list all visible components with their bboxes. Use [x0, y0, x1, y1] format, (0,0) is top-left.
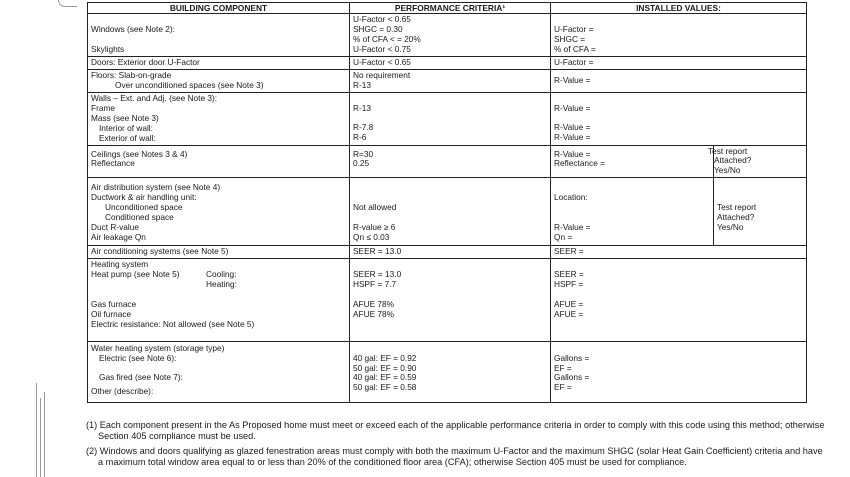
ceilings-criteria-cell	[350, 145, 551, 178]
heating-installed-cell[interactable]	[551, 259, 807, 342]
windows-criteria-cell	[350, 14, 551, 57]
water-criteria-cell	[350, 341, 551, 403]
binder-mark	[44, 392, 45, 477]
electric-resistance-label: Electric resistance: Not allowed (see Note 5)	[91, 319, 255, 329]
installed-field[interactable]: EF =	[554, 383, 572, 393]
criteria-text: AFUE 78%	[353, 299, 395, 309]
air-leakage-label: Air leakage Qn	[91, 233, 146, 243]
reflectance-label: Reflectance	[91, 159, 135, 169]
installed-field[interactable]: R-Value =	[554, 103, 591, 113]
ac-label: Air conditioning systems (see Note 5)	[88, 246, 350, 259]
table-row-floors	[88, 69, 807, 92]
ceilings-test-report-cell[interactable]	[708, 145, 807, 178]
table-row-walls	[88, 92, 807, 145]
yes-no-option[interactable]: Yes/No	[714, 166, 741, 176]
air-dist-criteria-cell	[350, 178, 551, 246]
installed-field[interactable]: EF =	[554, 363, 572, 373]
installed-field[interactable]: HSPF =	[554, 279, 584, 289]
ceilings-component-cell	[88, 145, 350, 178]
water-installed-cell[interactable]	[551, 341, 807, 403]
criteria-text: R=30	[353, 149, 374, 159]
installed-field[interactable]: SHGC =	[554, 34, 586, 44]
binder-mark	[36, 383, 37, 477]
installed-field[interactable]: U-Factor =	[554, 24, 594, 34]
criteria-text: SEER = 13.0	[353, 269, 402, 279]
header-installed-values: INSTALLED VALUES:	[551, 3, 807, 14]
header-performance-criteria: PERFORMANCE CRITERIA¹	[350, 3, 551, 14]
criteria-text: HSPF = 7.7	[353, 279, 397, 289]
duct-r-value-label: Duct R-value	[91, 223, 139, 233]
criteria-text: R-value ≥ 6	[353, 223, 396, 232]
walls-component-cell	[88, 92, 350, 145]
installed-field[interactable]: R-Value =	[554, 123, 591, 133]
doors-criteria: U-Factor < 0.65	[350, 56, 551, 69]
air-dist-installed-cell[interactable]	[551, 178, 714, 246]
walls-installed-cell[interactable]	[551, 92, 807, 145]
installed-field[interactable]: R-Value =	[554, 223, 591, 232]
floors-label: Floors: Slab-on-grade	[91, 70, 172, 80]
windows-label: Windows (see Note 2):	[91, 24, 175, 34]
footnote-1: (1) Each component present in the As Proposed home must meet or exceed each of the applicable performance criteria in order to comply with this code using this method; otherwise Section 405 compliance must be used.	[86, 420, 825, 442]
test-report-label: Attached?	[717, 213, 755, 223]
installed-field[interactable]: SEER =	[554, 269, 584, 279]
test-report-label: Test report	[717, 203, 757, 213]
doors-label: Doors: Exterior door U-Factor	[88, 56, 350, 69]
walls-interior-label: Interior of wall:	[99, 123, 153, 133]
footnote-2: (2) Windows and doors qualifying as glazed fenestration areas must comply with both the maximum U-Factor and the maximum SHGC (solar Heat Gain Coefficient) criteria and have a maximum total window area equal to or less than 20% of the conditioned floor area (CFA); otherwise Section 405 must be used for compliance.	[86, 445, 823, 468]
walls-mass-label: Mass (see Note 3)	[91, 113, 159, 123]
yes-no-option[interactable]: Yes/No	[717, 223, 744, 233]
floors-criteria-cell	[350, 69, 551, 92]
installed-field[interactable]: Gallons =	[554, 373, 590, 383]
water-component-cell	[88, 341, 350, 403]
floors-component-cell	[88, 69, 350, 92]
heating-component-cell	[88, 259, 350, 342]
windows-component-cell	[88, 14, 350, 57]
criteria-text: 40 gal: EF = 0.59	[353, 373, 417, 383]
table-row-heating	[88, 259, 807, 342]
criteria-text: R-6	[353, 133, 367, 143]
conditioned-label: Conditioned space	[105, 213, 174, 223]
criteria-text: Not allowed	[353, 203, 397, 213]
air-dist-label: Air distribution system (see Note 4)	[91, 183, 221, 193]
table-row-ceilings	[88, 145, 807, 178]
criteria-text: U-Factor < 0.65	[353, 15, 411, 25]
footnotes	[86, 420, 826, 472]
criteria-text: R-13	[353, 103, 371, 113]
binder-mark	[40, 398, 41, 477]
installed-field[interactable]: Reflectance =	[554, 159, 605, 169]
walls-exterior-label: Exterior of wall:	[99, 133, 156, 143]
gas-furnace-label: Gas furnace	[91, 299, 137, 309]
criteria-text: % of CFA < = 20%	[353, 34, 421, 44]
table-row-windows	[88, 14, 807, 57]
table-row-air-distribution	[88, 178, 807, 246]
table-row-water-heating	[88, 341, 807, 403]
cooling-label: Cooling:	[206, 269, 237, 279]
ceilings-label: Ceilings (see Notes 3 & 4)	[91, 149, 188, 159]
heating-label: Heating:	[206, 278, 237, 289]
ceilings-installed-cell[interactable]	[551, 145, 714, 178]
location-field[interactable]: Location:	[554, 193, 588, 203]
doors-installed-field[interactable]: U-Factor =	[551, 56, 807, 69]
floors-installed-field[interactable]: R-Value =	[551, 69, 807, 92]
air-dist-test-report-cell[interactable]	[714, 178, 807, 246]
ac-criteria: SEER = 13.0	[350, 246, 551, 259]
criteria-text: No requirement	[353, 70, 411, 80]
criteria-text: 40 gal: EF = 0.92	[353, 353, 417, 363]
ductwork-label: Ductwork & air handling unit:	[91, 193, 197, 203]
criteria-text: R-13	[353, 80, 371, 90]
installed-field[interactable]: R-Value =	[554, 133, 591, 143]
air-dist-component-cell	[88, 178, 350, 246]
windows-installed-cell[interactable]	[551, 14, 807, 57]
heating-criteria-cell	[350, 259, 551, 342]
installed-field[interactable]: AFUE =	[554, 299, 584, 309]
criteria-text: 50 gal: EF = 0.58	[353, 383, 417, 393]
heat-pump-label: Heat pump (see Note 5)	[91, 269, 180, 279]
criteria-text: SHGC = 0.30	[353, 25, 403, 35]
test-report-label: Attached?	[714, 156, 752, 166]
unconditioned-label: Unconditioned space	[105, 203, 183, 213]
electric-label: Electric (see Note 6):	[99, 353, 177, 363]
installed-field[interactable]: R-Value =	[554, 149, 591, 159]
compliance-table	[87, 2, 807, 403]
other-label: Other (describe):	[91, 387, 154, 397]
water-heating-label: Water heating system (storage type)	[91, 343, 225, 353]
installed-field[interactable]: AFUE =	[554, 309, 584, 319]
criteria-text: Qn ≤ 0.03	[353, 232, 390, 242]
criteria-text: 50 gal: EF = 0.90	[353, 363, 417, 373]
table-row-doors	[88, 56, 807, 69]
table-row-air-conditioning	[88, 246, 807, 259]
header-row	[88, 3, 807, 14]
installed-field[interactable]: % of CFA =	[554, 44, 596, 54]
heating-system-label: Heating system	[91, 260, 149, 270]
criteria-text: R-7.8	[353, 123, 374, 133]
header-building-component: BUILDING COMPONENT	[88, 3, 350, 14]
criteria-text: U-Factor < 0.75	[353, 44, 411, 54]
floors-sub-label: Over unconditioned spaces (see Note 3)	[115, 80, 264, 90]
criteria-text: AFUE 78%	[353, 309, 395, 319]
walls-criteria-cell	[350, 92, 551, 145]
walls-label: Walls – Ext. and Adj. (see Note 3):	[91, 93, 218, 103]
installed-field[interactable]: Gallons =	[554, 353, 590, 363]
test-report-label: Test report	[708, 146, 748, 156]
skylights-label: Skylights	[91, 44, 125, 54]
criteria-text: 0.25	[353, 159, 370, 169]
walls-frame-label: Frame	[91, 103, 115, 113]
gas-fired-label: Gas fired (see Note 7):	[99, 373, 183, 383]
installed-field[interactable]: Qn =	[554, 232, 573, 242]
ac-installed-field[interactable]: SEER =	[551, 246, 807, 259]
oil-furnace-label: Oil furnace	[91, 309, 132, 319]
page-corner-mark	[58, 0, 77, 7]
